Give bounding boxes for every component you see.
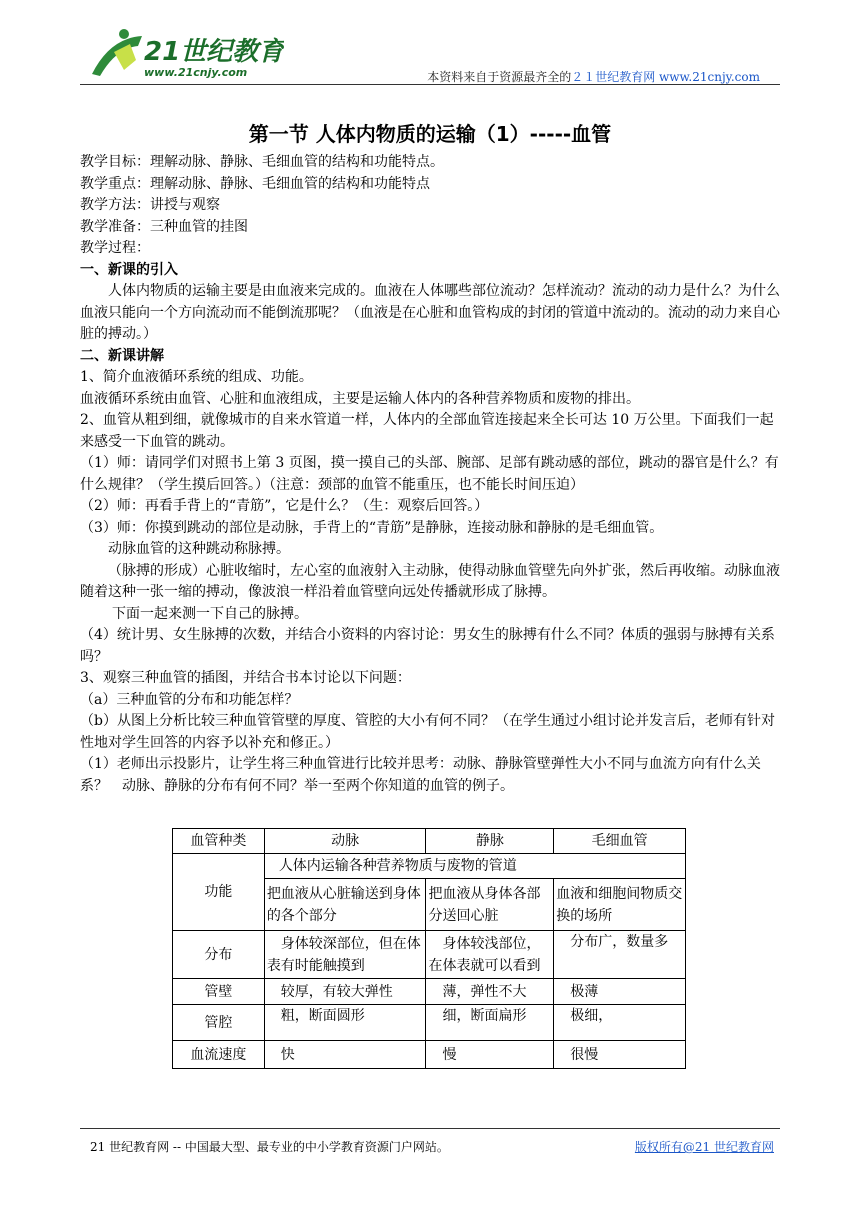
paragraph: 3、观察三种血管的插图，并结合书本讨论以下问题： [80,670,411,686]
paragraph: （3）师：你摸到跳动的部位是动脉，手背上的“青筋”是静脉，连接动脉和静脉的是毛细血管。 [80,519,664,536]
table-cell: 细，断面扁形 [426,1005,554,1041]
table-cell: 分布广，数量多 [554,931,686,979]
vessel-comparison-table [172,828,686,1069]
header-divider [80,84,780,85]
paragraph: （1）师：请同学们对照书上第 3 页图，摸一摸自己的头部、腕部、足部有跳动感的部位，跳动的器官是什么？有什么规律？（学生摸后回答。）（注意：颈部的血管不能重压，也不能长时间压迫） [80,455,779,493]
function-vein-cell: 把血液从身体各部分送回心脏 [426,879,554,931]
paragraph: 教学目标：理解动脉、静脉、毛细血管的结构和功能特点。 [80,154,444,170]
footer-text: 21 世纪教育网 -- 中国最大型、最专业的中小学教育资源门户网站。 [90,1140,449,1154]
footer-divider [80,1128,780,1129]
paragraph: 教学重点：理解动脉、静脉、毛细血管的结构和功能特点 [80,175,430,192]
paragraph: （b）从图上分析比较三种血管管壁的厚度、管腔的大小有何不同？（在学生通过小组讨论并发言后，老师有针对性地对学生回答的内容予以补充和修正。） [80,713,775,751]
paragraph: （脉搏的形成）心脏收缩时，左心室的血液射入主动脉，使得动脉血管壁先向外扩张，然后再收缩。动脉血液随着这种一张一缩的搏动，像波浪一样沿着血管壁向远处传播就形成了脉搏。 [80,562,780,600]
table-cell: 极薄 [554,979,686,1005]
table-cell: 身体较浅部位，在体表就可以看到 [426,931,554,979]
page-title: 第一节 人体内物质的运输（1）-----血管 [248,122,612,146]
logo-url: www.21cnjy.com [144,66,248,79]
table-cell: 粗，断面圆形 [264,1005,426,1041]
lesson-content [80,152,780,797]
row-label: 分布 [173,931,265,979]
footer-copyright-link[interactable]: 版权所有@21 世纪教育网 [634,1140,774,1154]
paragraph: 教学过程： [80,240,150,256]
paragraph: 血液循环系统由血管、心脏和血液组成，主要是运输人体内的各种营养物质和废物的排出。 [80,390,640,407]
paragraph: 下面一起来测一下自己的脉搏。 [112,605,308,622]
row-label: 血流速度 [173,1041,265,1069]
table-header: 静脉 [426,829,554,854]
table-cell: 快 [264,1041,426,1069]
table-cell: 身体较深部位，但在体表有时能触摸到 [264,931,426,979]
table-cell: 慢 [426,1041,554,1069]
paragraph: （a）三种血管的分布和功能怎样？ [80,691,299,708]
table-header: 血管种类 [173,829,265,854]
function-common-cell: 人体内运输各种营养物质与废物的管道 [264,854,685,879]
paragraph: 1、简介血液循环系统的组成、功能。 [80,369,313,385]
function-capillary-cell: 血液和细胞间物质交换的场所 [554,879,686,931]
header-note [427,68,760,85]
row-label: 管腔 [173,1005,265,1041]
row-label-function: 功能 [173,854,265,931]
paragraph: （4）统计男、女生脉搏的次数，并结合小资料的内容讨论：男女生的脉搏有什么不同？体质的强弱与脉搏有关系吗？ [80,627,775,665]
table-cell: 很慢 [554,1041,686,1069]
section-heading: 二、新课讲解 [80,347,164,364]
function-artery-cell: 把血液从心脏输送到身体的各个部分 [264,879,426,931]
paragraph: 教学准备：三种血管的挂图 [80,218,248,235]
table-header: 动脉 [264,829,426,854]
paragraph: （1）老师出示投影片，让学生将三种血管进行比较并思考：动脉、静脉管壁弹性大小不同与血流方向有什么关系？ 动脉、静脉的分布有何不同？举一至两个你知道的血管的例子。 [80,756,761,794]
paragraph: 教学方法：讲授与观察 [80,197,220,213]
paragraph: （2）师：再看手背上的“青筋”，它是什么？（生：观察后回答。） [80,498,489,514]
logo-text: 21世纪教育 [144,37,284,67]
paragraph: 人体内物质的运输主要是由血液来完成的。血液在人体哪些部位流动？怎样流动？流动的动力是什么？为什么血液只能向一个方向流动而不能倒流那呢？（血液是在心脏和血管构成的封闭的管道中流动的。流动的动力来自心脏的搏动。） [80,283,780,342]
paragraph: 动脉血管的这种跳动称脉搏。 [108,541,290,557]
table-cell: 薄，弹性不大 [426,979,554,1005]
row-label: 管壁 [173,979,265,1005]
header-note-link[interactable]: ２１世纪教育网 www.21cnjy.com [571,70,760,84]
header-note-prefix: 本资料来自于资源最齐全的 [427,70,572,84]
section-heading: 一、新课的引入 [80,261,178,278]
table-cell: 较厚，有较大弹性 [264,979,426,1005]
paragraph: 2、血管从粗到细，就像城市的自来水管道一样，人体内的全部血管连接起来全长可达 10 万公里。下面我们一起来感受一下血管的跳动。 [80,412,774,450]
table-header: 毛细血管 [554,829,686,854]
table-cell: 极细， [554,1005,686,1041]
site-logo [84,26,284,86]
